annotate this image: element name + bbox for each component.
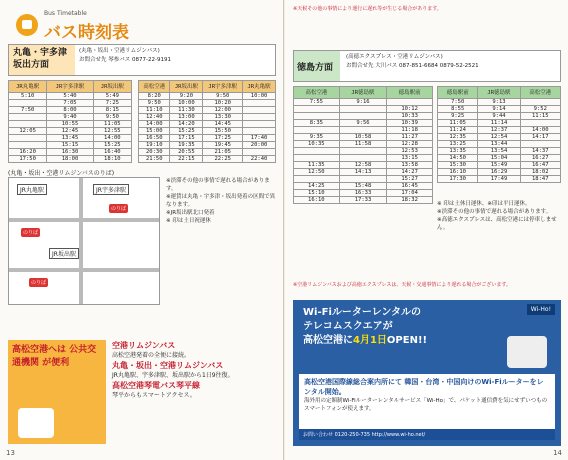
table-row — [9, 156, 132, 163]
table-cell: 8:15 — [93, 107, 131, 114]
route-direction: 徳島方面 — [294, 51, 340, 81]
wifi-title-part: OPEN!! — [386, 335, 428, 346]
table-cell — [9, 114, 47, 121]
table-cell: 16:45 — [387, 183, 433, 190]
table-header-row — [438, 87, 561, 99]
table-cell — [243, 128, 276, 135]
table-row — [139, 156, 276, 163]
table-row — [294, 120, 433, 127]
table-cell: 16:30 — [47, 149, 93, 156]
table-cell: 10:55 — [47, 121, 93, 128]
access-desc: JR丸亀駅、宇多津駅、坂出駅から1日9往復。 — [112, 372, 234, 379]
table-row — [139, 149, 276, 156]
route-contact: お問合せ先 琴参バス 0877-22-9191 — [79, 57, 171, 63]
table-cell: 13:30 — [203, 114, 243, 121]
table-row — [139, 121, 276, 128]
table-row — [9, 128, 132, 135]
table-cell: 11:15 — [520, 113, 560, 120]
column-header: 徳島駅前 — [387, 87, 433, 99]
table-cell: 9:56 — [339, 120, 387, 127]
table-row — [294, 127, 433, 134]
table-row — [294, 155, 433, 162]
table-cell: 13:44 — [478, 141, 520, 148]
table-row — [139, 135, 276, 142]
header-subtitle: Bus Timetable — [44, 10, 87, 17]
table-row — [294, 183, 433, 190]
table-cell: 19:10 — [139, 142, 170, 149]
table-cell: 12:37 — [478, 127, 520, 134]
table-cell: 12:45 — [47, 128, 93, 135]
wifi-title-line — [303, 334, 427, 348]
table-row — [9, 100, 132, 107]
table-cell: 22:25 — [203, 156, 243, 163]
access-badge — [8, 340, 106, 444]
column-header: 高松空港 — [520, 87, 560, 99]
warning-text: ※天候その他の事情により運行に遅れ等が生じる場合があります。 — [293, 6, 442, 12]
airport-access-section — [8, 340, 276, 446]
route-box-marugame — [8, 44, 276, 76]
table-cell: 15:00 — [139, 128, 170, 135]
table-cell: 14:37 — [520, 148, 560, 155]
router-icon — [507, 336, 547, 368]
table-cell: 17:04 — [387, 190, 433, 197]
table-cell — [339, 113, 387, 120]
table-cell — [9, 100, 47, 107]
access-heading: 丸亀・坂出・空港リムジンバス — [112, 361, 224, 370]
table-cell — [339, 155, 387, 162]
table-cell — [520, 99, 560, 106]
table-cell: 10:39 — [387, 120, 433, 127]
table-row — [438, 134, 561, 141]
table-row — [438, 141, 561, 148]
column-header: JR丸亀駅 — [243, 81, 276, 93]
right-page — [285, 0, 568, 460]
column-header: 徳島駅前 — [438, 87, 478, 99]
table-row — [438, 155, 561, 162]
table-cell: 22:15 — [170, 156, 203, 163]
column-header: JR徳島駅 — [339, 87, 387, 99]
table-cell: 9:50 — [93, 114, 131, 121]
wifi-info-text: 海外用の定額制Wi-Fiルーターレンタルサービス「Wi-Ho」で、パケット通信費を気にせずいつものスマートフォンが使えます。 — [304, 398, 548, 412]
table-cell — [339, 176, 387, 183]
table-cell: 18:00 — [47, 156, 93, 163]
table-row — [294, 190, 433, 197]
table-row — [438, 176, 561, 183]
table-cell: 16:10 — [294, 197, 340, 204]
table-cell: 12:35 — [438, 134, 478, 141]
table-row — [438, 120, 561, 127]
table-cell: 10:20 — [203, 100, 243, 107]
timetable-to-tokushima — [293, 86, 433, 204]
column-header: JR徳島駅 — [478, 87, 520, 99]
table-cell: 7:25 — [93, 100, 131, 107]
wifi-contact: お問い合わせ 0120-250-735 http://www.wi-ho.net/ — [299, 429, 555, 440]
table-cell: 20:00 — [243, 142, 276, 149]
table-row — [9, 107, 132, 114]
table-cell — [9, 142, 47, 149]
table-cell: 18:10 — [93, 156, 131, 163]
route-contact: お問合せ先 大川バス 087-851-6684 0879-52-2521 — [346, 63, 479, 69]
table-row — [139, 142, 276, 149]
table-cell — [339, 127, 387, 134]
table-row — [294, 169, 433, 176]
table-cell: 16:47 — [520, 162, 560, 169]
header-title: バス時刻表 — [44, 23, 129, 43]
table-cell: 17:40 — [243, 135, 276, 142]
table-cell: 12:53 — [387, 148, 433, 155]
notes-left — [166, 177, 276, 225]
table-cell: 9:44 — [478, 113, 520, 120]
map-station: JR坂出駅 — [49, 248, 79, 259]
table-row — [294, 176, 433, 183]
table-row — [294, 134, 433, 141]
table-cell: 9:16 — [339, 99, 387, 106]
map-station: JR丸亀駅 — [17, 184, 47, 195]
table-row — [139, 128, 276, 135]
table-cell: 15:25 — [93, 142, 131, 149]
table-cell: 14:27 — [387, 169, 433, 176]
table-cell: 16:40 — [93, 149, 131, 156]
table-cell: 15:49 — [478, 162, 520, 169]
table-header-row — [139, 81, 276, 93]
table-cell: 15:10 — [294, 190, 340, 197]
table-cell: 11:58 — [339, 141, 387, 148]
table-cell: 21:50 — [139, 156, 170, 163]
table-cell: 14:00 — [520, 127, 560, 134]
table-cell: 9:14 — [478, 106, 520, 113]
note-item: ※渋滞その他の事情で遅れる場合があります。 — [166, 178, 270, 192]
table-cell: 17:50 — [9, 156, 47, 163]
table-cell: 15:04 — [478, 155, 520, 162]
table-cell: 7:05 — [47, 100, 93, 107]
table-cell: 12:54 — [478, 134, 520, 141]
table-row — [438, 99, 561, 106]
table-cell: 19:45 — [203, 142, 243, 149]
wifi-title-line: テレコムスクエアが — [303, 321, 393, 332]
wifi-ad-title — [303, 306, 427, 348]
notes-right — [437, 200, 561, 232]
wifi-title-part: 高松空港に — [303, 335, 353, 346]
table-cell: 9:40 — [47, 114, 93, 121]
table-cell: 9:25 — [438, 113, 478, 120]
table-row — [139, 107, 276, 114]
timetable-from-airport — [138, 80, 276, 163]
map-road — [79, 178, 83, 304]
access-heading: 高松空港琴電バス琴平線 — [112, 381, 200, 390]
table-cell — [9, 121, 47, 128]
column-header: JR宇多津駅 — [47, 81, 93, 93]
table-cell: 11:30 — [170, 107, 203, 114]
table-row — [294, 106, 433, 113]
table-cell: 10:00 — [170, 100, 203, 107]
access-text — [112, 340, 276, 400]
table-row — [9, 142, 132, 149]
table-cell: 9:52 — [520, 106, 560, 113]
map-road — [9, 268, 159, 272]
table-cell: 17:25 — [203, 135, 243, 142]
table-header-row — [9, 81, 132, 93]
table-row — [438, 148, 561, 155]
table-cell: 11:24 — [438, 127, 478, 134]
table-cell: 13:25 — [438, 141, 478, 148]
table-cell: 11:14 — [478, 120, 520, 127]
table-cell: 10:33 — [387, 113, 433, 120]
route-box-tokushima — [293, 50, 561, 82]
table-row — [294, 141, 433, 148]
table-cell: 13:58 — [387, 162, 433, 169]
wifi-brand-logo: Wi-Ho! — [527, 304, 555, 315]
column-header: JR坂出駅 — [170, 81, 203, 93]
table-cell: 16:33 — [339, 190, 387, 197]
table-cell: 14:45 — [203, 121, 243, 128]
table-cell: 9:50 — [203, 93, 243, 100]
map-title: (丸亀・坂出・空港リムジンバスのりば) — [8, 170, 115, 177]
table-cell: 5:10 — [9, 93, 47, 100]
table-cell: 15:50 — [203, 128, 243, 135]
table-cell: 15:48 — [339, 183, 387, 190]
access-desc: 琴平からもスマートアクセス。 — [112, 392, 196, 399]
table-cell: 9:13 — [478, 99, 520, 106]
table-cell — [520, 120, 560, 127]
access-desc: 高松空港発着の全便に接続。 — [112, 352, 191, 359]
table-cell: 16:50 — [139, 135, 170, 142]
table-cell: 16:29 — [478, 169, 520, 176]
note-item: ※JR坂出駅北口発着 — [166, 210, 215, 216]
table-cell: 14:50 — [438, 155, 478, 162]
map-station: JR宇多津駅 — [93, 184, 129, 195]
bus-illustration-icon — [18, 408, 54, 438]
table-cell — [294, 155, 340, 162]
table-cell: 10:58 — [339, 134, 387, 141]
table-cell: 20:55 — [170, 149, 203, 156]
wifi-info-box — [299, 374, 555, 440]
table-row — [294, 162, 433, 169]
table-cell — [243, 149, 276, 156]
table-cell: 8:20 — [139, 93, 170, 100]
table-cell: 11:27 — [387, 134, 433, 141]
column-header: 高松空港 — [294, 87, 340, 99]
table-row — [9, 121, 132, 128]
table-cell: 7:50 — [438, 99, 478, 106]
table-cell: 11:10 — [139, 107, 170, 114]
table-header-row — [294, 87, 433, 99]
table-row — [139, 93, 276, 100]
table-cell: 14:00 — [139, 121, 170, 128]
table-cell: 13:00 — [170, 114, 203, 121]
table-cell: 11:05 — [93, 121, 131, 128]
table-cell: 16:20 — [9, 149, 47, 156]
table-row — [139, 114, 276, 121]
table-cell — [294, 148, 340, 155]
route-line: (高徳エクスプレス・空港リムジンバス) — [346, 54, 443, 60]
table-cell: 17:30 — [438, 176, 478, 183]
table-cell: 13:45 — [47, 135, 93, 142]
bus-icon — [16, 14, 38, 36]
table-cell: 18:02 — [520, 169, 560, 176]
table-cell: 14:25 — [294, 183, 340, 190]
column-header: JR坂出駅 — [93, 81, 131, 93]
column-header: JR丸亀駅 — [9, 81, 47, 93]
table-cell — [243, 100, 276, 107]
table-cell — [9, 135, 47, 142]
access-heading: 空港リムジンバス — [112, 341, 176, 350]
table-cell: 14:00 — [93, 135, 131, 142]
table-cell: 9:35 — [294, 134, 340, 141]
table-cell: 17:49 — [478, 176, 520, 183]
table-cell: 15:27 — [387, 176, 433, 183]
column-header: 高松空港 — [139, 81, 170, 93]
table-cell: 13:35 — [438, 148, 478, 155]
table-cell: 14:20 — [170, 121, 203, 128]
table-cell: 12:55 — [93, 128, 131, 135]
table-cell: 12:00 — [203, 107, 243, 114]
table-cell: 16:10 — [438, 169, 478, 176]
table-row — [9, 135, 132, 142]
table-cell — [294, 113, 340, 120]
table-cell: 12:28 — [387, 141, 433, 148]
table-cell: 21:05 — [203, 149, 243, 156]
table-cell: 10:00 — [243, 93, 276, 100]
wifi-ad — [293, 300, 561, 446]
table-cell: 8:00 — [47, 107, 93, 114]
column-header: JR宇多津駅 — [203, 81, 243, 93]
table-cell: 19:35 — [170, 142, 203, 149]
table-row — [294, 99, 433, 106]
table-cell — [243, 121, 276, 128]
table-cell: 15:30 — [438, 162, 478, 169]
table-cell — [339, 148, 387, 155]
table-row — [9, 149, 132, 156]
note-item: ※ 印は土休日運休、※印は平日運休。 — [437, 201, 531, 207]
note-item: ※高徳エクスプレスは、高松空港には停車しません。 — [437, 217, 557, 231]
note-item: ※ 印は土日祝運休 — [166, 218, 211, 224]
table-cell: 22:40 — [243, 156, 276, 163]
table-cell: 11:35 — [294, 162, 340, 169]
table-cell: 8:55 — [438, 106, 478, 113]
table-row — [438, 113, 561, 120]
table-cell: 12:05 — [9, 128, 47, 135]
table-cell: 11:05 — [438, 120, 478, 127]
table-row — [438, 106, 561, 113]
badge-text: 高松空港へは 公共交通機関 が便利 — [12, 345, 97, 368]
table-cell — [387, 99, 433, 106]
table-cell: 11:18 — [387, 127, 433, 134]
table-cell: 8:35 — [294, 120, 340, 127]
table-cell: 5:49 — [93, 93, 131, 100]
wifi-info-heading: 高松空港国際線総合案内所にて 韓国・台湾・中国向けのWi-Fiルーターをレンタル開始。 — [304, 378, 544, 396]
table-row — [438, 169, 561, 176]
bus-stop-map — [8, 177, 160, 305]
table-cell: 12:40 — [139, 114, 170, 121]
table-cell: 7:50 — [9, 107, 47, 114]
footer-warning: ※空港リムジンバスおよび高徳エクスプレスは、天候・交通事情により遅れる場合がございます。 — [293, 282, 511, 288]
table-row — [9, 114, 132, 121]
route-info — [346, 53, 479, 71]
table-cell: 15:25 — [170, 128, 203, 135]
page-number: 14 — [553, 449, 562, 457]
table-cell: 14:13 — [339, 169, 387, 176]
table-cell — [243, 114, 276, 121]
table-cell: 15:15 — [47, 142, 93, 149]
table-cell: 16:27 — [520, 155, 560, 162]
page-number: 13 — [6, 449, 15, 457]
timetable-to-airport — [8, 80, 132, 163]
table-cell: 18:47 — [520, 176, 560, 183]
note-item: ※運賃は丸亀・宇多津・坂出発着の区間で異なります。 — [166, 194, 276, 208]
table-cell — [294, 106, 340, 113]
table-cell: 10:12 — [387, 106, 433, 113]
table-cell: 17:33 — [339, 197, 387, 204]
table-row — [294, 148, 433, 155]
bus-stop-pin: のりば — [111, 206, 127, 212]
table-cell: 17:15 — [170, 135, 203, 142]
table-cell: 12:50 — [294, 169, 340, 176]
table-cell: 10:35 — [294, 141, 340, 148]
table-cell — [520, 141, 560, 148]
table-row — [438, 162, 561, 169]
table-cell: 7:55 — [294, 99, 340, 106]
map-road — [9, 218, 159, 222]
table-cell: 12:58 — [339, 162, 387, 169]
table-cell: 13:15 — [387, 155, 433, 162]
route-info — [79, 47, 171, 65]
table-cell: 20:30 — [139, 149, 170, 156]
table-row — [294, 113, 433, 120]
table-cell: 9:50 — [139, 100, 170, 107]
table-row — [9, 93, 132, 100]
table-cell: 13:54 — [478, 148, 520, 155]
bus-stop-pin: のりば — [23, 230, 39, 236]
route-direction: 丸亀・宇多津 坂出方面 — [9, 45, 75, 75]
table-row — [294, 197, 433, 204]
table-row — [438, 127, 561, 134]
table-cell: 9:20 — [170, 93, 203, 100]
table-row — [139, 100, 276, 107]
table-cell: 5:40 — [47, 93, 93, 100]
table-cell — [294, 176, 340, 183]
table-cell: 14:17 — [520, 134, 560, 141]
wifi-open-date: 4月1日 — [353, 335, 387, 346]
note-item: ※渋滞その他の事情で遅れる場合があります。 — [437, 209, 552, 215]
table-cell — [294, 127, 340, 134]
table-cell — [339, 106, 387, 113]
wifi-title-line: Wi-Fiルーターレンタルの — [303, 307, 422, 318]
route-line: (丸亀・坂出・空港リムジンバス) — [79, 48, 160, 54]
table-cell: 18:32 — [387, 197, 433, 204]
timetable-to-airport-tokushima — [437, 86, 561, 183]
bus-stop-pin: のりば — [31, 280, 47, 286]
table-cell — [243, 107, 276, 114]
